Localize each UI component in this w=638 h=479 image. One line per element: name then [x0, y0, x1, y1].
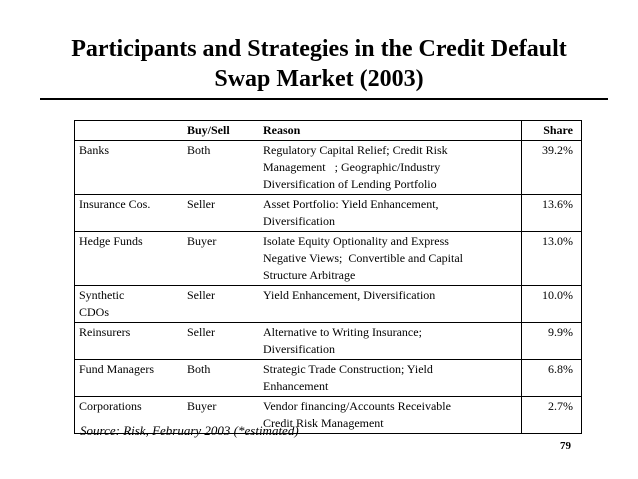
participant-cell: Insurance Cos.	[75, 195, 183, 232]
buy-sell-cell: Buyer	[183, 397, 259, 434]
share-cell: 6.8%	[521, 360, 581, 397]
reason-line: Credit Risk Management	[263, 416, 384, 430]
table-row	[75, 141, 581, 195]
reason-cell	[259, 232, 521, 286]
participant-cell: Reinsurers	[75, 323, 183, 360]
title-line-2: Swap Market (2003)	[214, 66, 424, 92]
reason-line: Diversification	[263, 342, 335, 356]
buy-sell-cell: Seller	[183, 323, 259, 360]
participant-cell: Banks	[79, 143, 109, 157]
buy-sell-cell: Seller	[183, 195, 259, 232]
participant-line: Synthetic	[79, 288, 125, 302]
share-cell: 9.9%	[521, 323, 581, 360]
reason-line: Yield Enhancement, Diversification	[263, 288, 436, 302]
header-share: Share	[521, 121, 581, 141]
title-line-1: Participants and Strategies in the Credit Default	[71, 36, 567, 62]
table-row	[75, 323, 581, 360]
table-row	[75, 286, 581, 323]
title-divider	[40, 98, 608, 100]
table-row	[75, 360, 581, 397]
reason-cell	[259, 141, 521, 195]
header-reason: Reason	[263, 123, 301, 137]
cds-participants-table	[74, 120, 582, 434]
buy-sell-cell: Both	[187, 143, 211, 157]
share-cell: 39.2%	[521, 141, 581, 195]
participant-cell	[75, 286, 183, 323]
slide-title	[0, 34, 638, 94]
header-participant	[75, 121, 183, 141]
page-number: 79	[560, 440, 571, 452]
table-row	[75, 232, 581, 286]
reason-line: Isolate Equity Optionality and Express	[263, 234, 449, 248]
share-cell: 13.0%	[521, 232, 581, 286]
participant-cell: Hedge Funds	[75, 232, 183, 286]
reason-line: Diversification	[263, 214, 335, 228]
reason-line: Alternative to Writing Insurance;	[263, 325, 422, 339]
table-row	[75, 195, 581, 232]
share-cell: 2.7%	[521, 397, 581, 434]
share-cell: 13.6%	[521, 195, 581, 232]
reason-line: Enhancement	[263, 379, 329, 393]
reason-cell	[259, 195, 521, 232]
participant-cell: Fund Managers	[75, 360, 183, 397]
share-cell: 10.0%	[521, 286, 581, 323]
reason-line: Management ; Geographic/Industry	[263, 160, 441, 174]
reason-line: Vendor financing/Accounts Receivable	[263, 399, 451, 413]
reason-cell	[259, 323, 521, 360]
reason-line: Negative Views; Convertible and Capital	[263, 251, 464, 265]
reason-line: Structure Arbitrage	[263, 268, 356, 282]
buy-sell-cell: Buyer	[183, 232, 259, 286]
participant-cell: Corporations	[75, 397, 183, 434]
reason-line: Strategic Trade Construction; Yield	[263, 362, 433, 376]
buy-sell-cell: Seller	[183, 286, 259, 323]
buy-sell-cell: Both	[183, 360, 259, 397]
table-header-row	[75, 121, 581, 141]
reason-cell	[259, 360, 521, 397]
reason-line: Diversification of Lending Portfolio	[263, 177, 437, 191]
header-buy-sell: Buy/Sell	[187, 123, 230, 137]
source-note: Source: Risk, February 2003 (*estimated)	[80, 423, 299, 438]
reason-line: Asset Portfolio: Yield Enhancement,	[263, 197, 439, 211]
participant-line: CDOs	[79, 305, 110, 319]
reason-cell	[259, 286, 521, 323]
reason-line: Regulatory Capital Relief; Credit Risk	[263, 143, 448, 157]
